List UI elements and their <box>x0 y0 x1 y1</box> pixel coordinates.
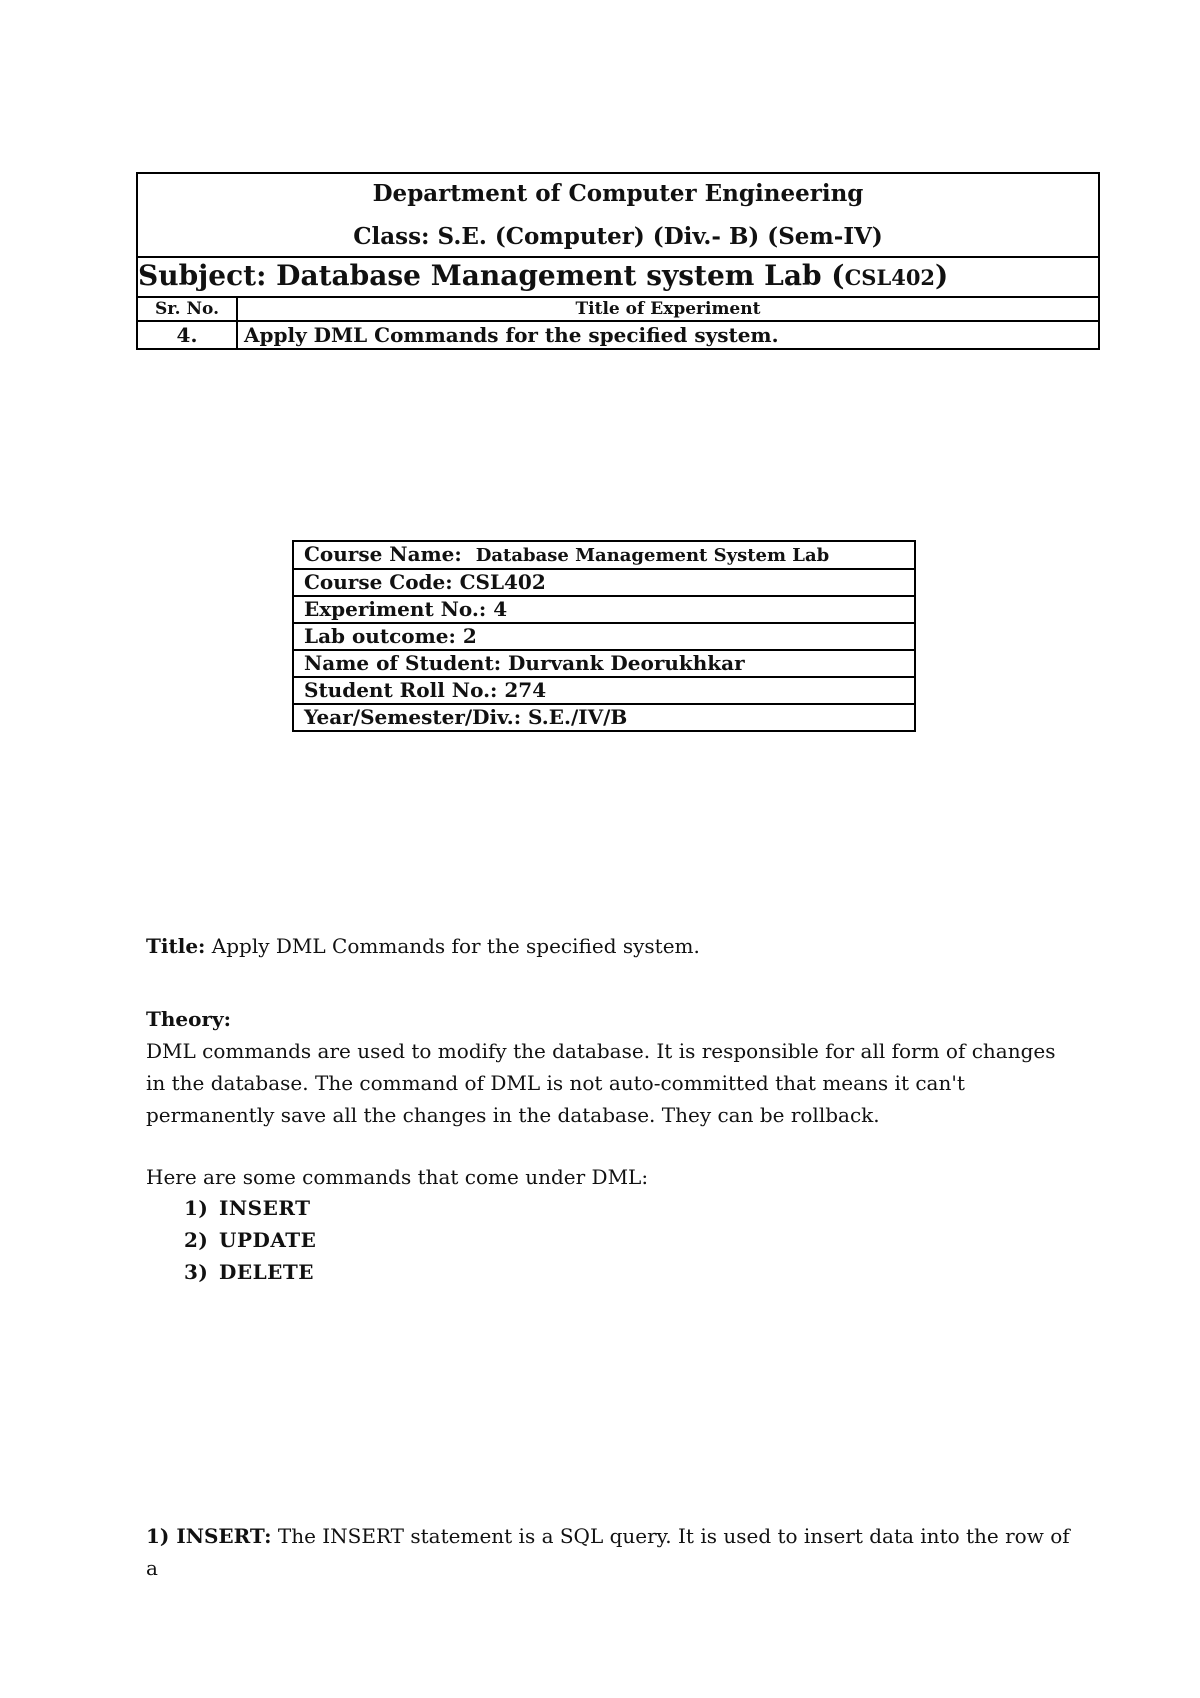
title-of-experiment-header: Title of Experiment <box>237 297 1099 321</box>
theory-heading: Theory: <box>146 1007 232 1031</box>
student-info-table <box>292 540 916 732</box>
subject-cell <box>137 257 1099 297</box>
class-line: Class: S.E. (Computer) (Div.- B) (Sem-IV) <box>353 223 883 250</box>
title-paragraph <box>146 930 1076 962</box>
theory-paragraph: DML commands are used to modify the database. It is responsible for all form of changes in the database. The command of DML is not auto-committed that means it can't permanently save all the changes in the database. They can be rollback. <box>146 1039 1056 1127</box>
list-item: 2) UPDATE <box>184 1228 317 1252</box>
subject-suffix: ) <box>935 259 949 292</box>
list-item: 1) INSERT <box>184 1196 311 1220</box>
student-name-row: Name of Student: Durvank Deorukhkar <box>293 650 915 677</box>
subject-code: CSL402 <box>844 265 936 290</box>
experiment-title: Apply DML Commands for the specified system. <box>237 321 1099 349</box>
title-text: Apply DML Commands for the specified system. <box>205 934 700 958</box>
dml-command-list <box>184 1192 316 1288</box>
department-name: Department of Computer Engineering <box>372 180 864 207</box>
list-item: 3) DELETE <box>184 1260 315 1284</box>
department-cell <box>137 173 1099 257</box>
insert-text: The INSERT statement is a SQL query. It is used to insert data into the row of a <box>146 1524 1070 1580</box>
course-name-value: Database Management System Lab <box>475 545 830 566</box>
subject-prefix: Subject: Database Management system Lab ( <box>138 259 845 292</box>
year-semester-div-row: Year/Semester/Div.: S.E./IV/B <box>293 704 915 731</box>
course-name-label: Course Name: <box>304 542 462 566</box>
experiment-sr-no: 4. <box>137 321 237 349</box>
experiment-header-table <box>136 172 1100 350</box>
title-label: Title: <box>146 934 206 958</box>
roll-no-row: Student Roll No.: 274 <box>293 677 915 704</box>
course-code-row: Course Code: CSL402 <box>293 569 915 596</box>
course-name-row <box>293 541 915 569</box>
insert-paragraph <box>146 1520 1076 1584</box>
lab-outcome-row: Lab outcome: 2 <box>293 623 915 650</box>
sr-no-header: Sr. No. <box>137 297 237 321</box>
experiment-no-row: Experiment No.: 4 <box>293 596 915 623</box>
dml-intro: Here are some commands that come under DML: <box>146 1165 649 1189</box>
insert-label: 1) INSERT: <box>146 1524 272 1548</box>
